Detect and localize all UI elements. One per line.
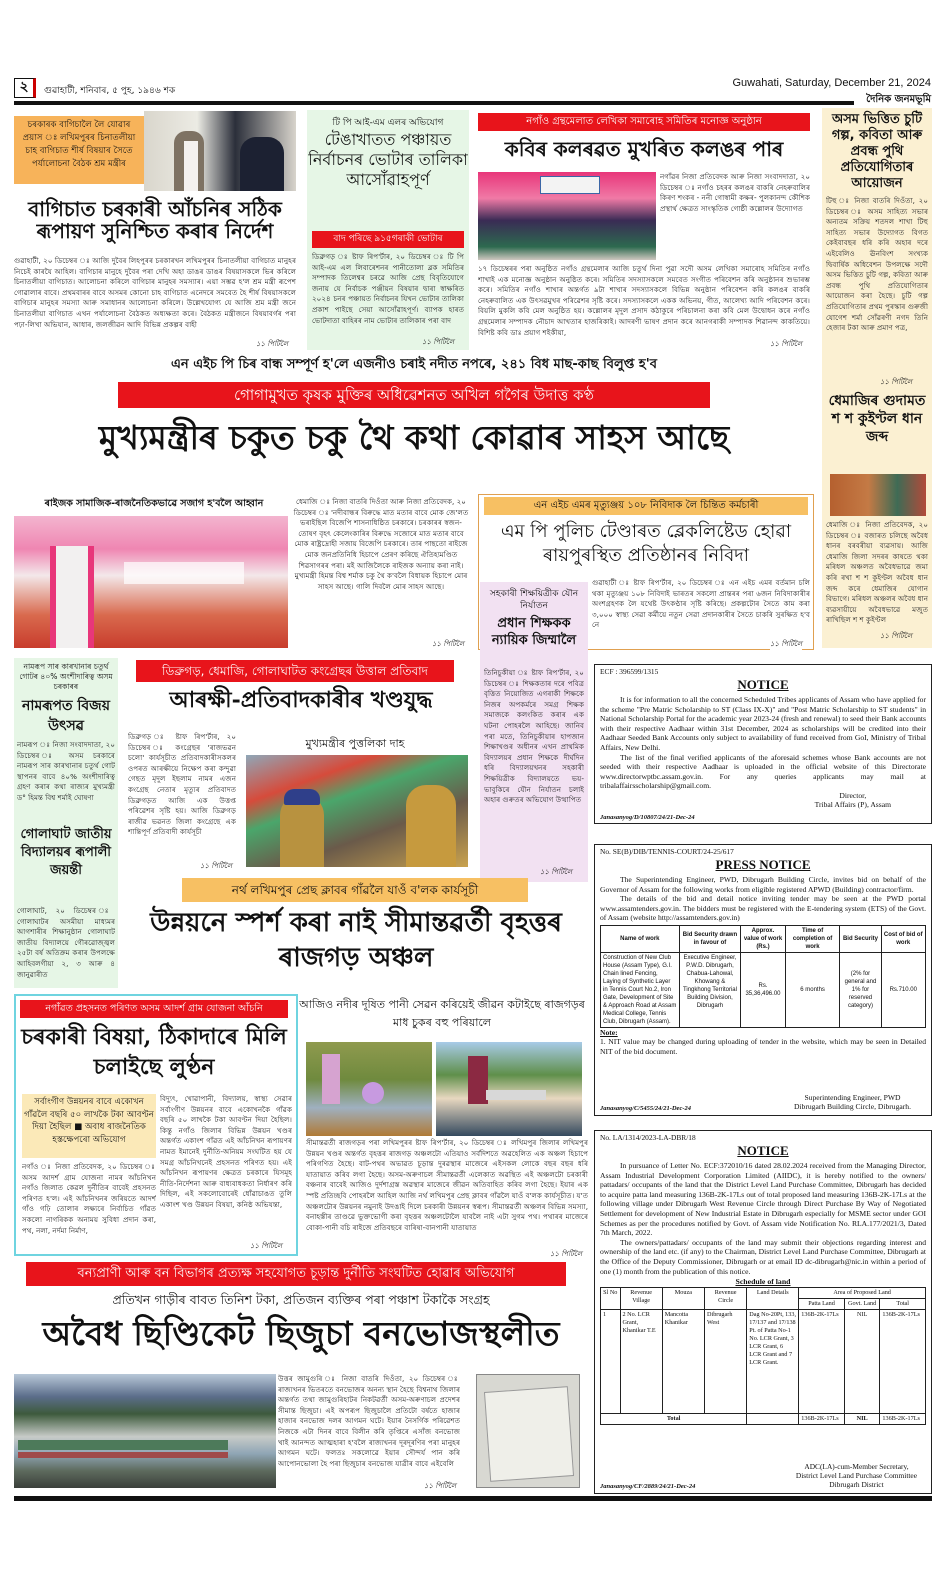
- competition-body: টিহু ঃ নিজা বাতৰি দিওঁতা, ২০ ডিচেম্বৰ ঃ অসম সাহিত্য সভাৰ অন্যতম সক্ৰিয় শতদল শাখা টিহু সাহিত্য সভাৰ উদ্যোগত বিগত কেইবাবছৰ ধৰি কৰি অহাৰ দৰে এইবেলিও ঊনবিংশ সংখ্যক দ্বিবাৰ্ষিক অধিবেশন উপলক্ষে সদৌ অসম ভিত্তিত চুটি গল্প, কবিতা আৰু প্ৰবন্ধ পুথি প্ৰতিযোগিতাৰ আয়োজন কৰা হৈছে। চুটি গল্প প্ৰতিযোগিতাৰ প্ৰথম পুৰস্কাৰ গুৰুজী যোগেশ শৰ্মা সোঁৱৰণী নগদ তিনি হেজাৰ টকা আৰু প্ৰমাণ পত্ৰ,: [826, 196, 928, 333]
- land-table-row: 1 2 No. LCR Grant, Khanikar T.E Mancotta Khanikar Dibrugarh West Dag No-20Pt, 133, 17/137 and 17/138 Pt. of Patta No-1 No. LCR Grant, 3 LCR Grant, 6 LCR Grant and 7 LCR Grant. 136B-2K-17Ls NIL 136B-2K-17Ls: [601, 1310, 926, 1414]
- adarsha-headline: চৰকাৰী বিষয়া, ঠিকাদাৰে মিলি চলাইছে লুণ্ঠন: [21, 1024, 287, 1080]
- dateline-local: গুৱাহাটী, শনিবাৰ, ৫ পুহ, ১৯৪৬ শক: [44, 86, 176, 96]
- dateline-english: Guwahati, Saturday, December 21, 2024: [732, 77, 931, 89]
- poets-body: ১৭ ডিচেম্বৰৰ পৰা অনুষ্ঠিত নগাঁও গ্ৰন্থমেলাৰ আজি চতুৰ্থ দিনা পুৱা সদৌ অসম লেখিকা সমাৰোহ সমিতিৰ নগাঁও শাখাই এক মনোজ্ঞ অনুষ্ঠান অনুষ্ঠিত কৰে। সমিতিৰ সদস্যাসকলে সমবেত সংগীত পৰিবেশন কৰি অনুষ্ঠানৰ শুভাৰম্ভ কৰে। সমিতিৰ নগাঁও শাখাৰ অন্তৰ্গত ৯টা শাখাৰ সদস্যাসকলে বিভিন্ন অনুষ্ঠান পৰিবেশন কৰি কলঙৰ বাকৰি নেহৰুবালিত এক উৎসৱমুখৰ পৰিৱেশৰ সৃষ্টি কৰে। সদস্যাসকলে একক অভিনয়, গীত, আলেখ্য আদি পৰিবেশন কৰে। বিয়লি মুকলি কবি মেল অনুষ্ঠিত হয়। কল্লোলৰ মৃদুল প্ৰসাদ কঠাকুৰে পৰিচালনা কৰা কবি মেল উদ্বোধন কৰে নগাঁও গ্ৰন্থমেলাৰ সম্পাদক নৌচাদ আখতাৰ হাজৰিকাই। আদৰণী ভাষণ প্ৰদান কৰে আনগৰাকী সম্পাদক শিৱানন্দ কাকতিয়ে। বিশিষ্ট কবি ডাঃ প্ৰয়াগ শইকীয়া,: [478, 264, 810, 337]
- tender-kicker: এন এইচ এমৰ মৃত্যুঞ্জয় ১০৮ নিবিদাক লৈ চিন্তিত কৰ্মচাৰী: [484, 497, 808, 515]
- teacher-kicker: সহকাৰী শিক্ষয়িত্ৰীক যৌন নিৰ্যাতন: [489, 589, 579, 611]
- press-notice-signatory-2: Dibrugarh Building Circle, Dibrugarh.: [793, 1102, 911, 1111]
- paper-name: দৈনিক জনমভূমি: [866, 94, 931, 105]
- gogamukh-headline: মুখ্যমন্ত্ৰীৰ চকুত চকু থৈ কথা কোৱাৰ সাহস আছে: [98, 418, 730, 457]
- scholarship-title: NOTICE: [737, 677, 789, 692]
- land-signatory-3: Dibrugarh District: [829, 1480, 884, 1489]
- land-schedule-table: [600, 1287, 926, 1425]
- tea-body: গুৱাহাটী, ২০ ডিচেম্বৰ ঃ আজি দুবৈৰ লিহপুৰৰ চৰকাৰখন লখিমপুৰৰ চিনাতলীয়া বাগিচাত মানুহৰ নিচেই কাৰযৈ আহিল। বাগিচাৰ মানুহে দুবৈৰ পৰা দেখি অহা ডাঙৰ ডাঙৰ বিষয়াসকলে ভিৰ কৰিলে চিনাতলীয়া বাগিচাত। আলোচনা কৰিলে বাগিচাৰ মানুহৰ সমস্যাৰ। এয়া সম্ভৱ হ'ল শ্ৰম মন্ত্ৰী ৰূপেশ গোৱালাৰ বাবে। প্ৰথমবাৰৰ বাবে অসমৰ কোনো চাহ বাগিচাত এনেদৰে সমবেত হৈ শীৰ্ষ বিষয়াসকলে বাগিচাৰ মানুহৰ সমস্যা আৰু সমাধানৰ আলোচনা কৰিলে। উল্লেখযোগ্য যে আজি শ্ৰম মন্ত্ৰী জনে চিনাতলীয়া বাগিচাত এখন পৰ্যালোচনা বৈঠকত অধ্যক্ষতা কৰে। বৈঠকত মন্ত্ৰীজনে বিষয়াবৰ্গৰ পৰা পঢ়া-লিখা অভিযান, আধাৰ, জলজীৱন আদি বিভিন্ন প্ৰকল্পৰ বাহী: [14, 256, 296, 329]
- tea-meeting-photo: [144, 111, 296, 191]
- schedule-title: Schedule of land: [735, 1277, 791, 1287]
- teacher-body: তিনিচুকীয়া ঃ ষ্টাফ ৰিপ'ৰ্টাৰ, ২০ ডিচেম্বৰ ঃ শিক্ষকতাৰ দৰে পবিত্ৰ বৃত্তিত নিয়োজিত এগৰাকী শিক্ষকে নিজৰ অপকৰ্মৰে সমগ্ৰ শিক্ষক সমাজকে কলংকিত কৰাৰ এক ঘটনা পোহৰলৈ আহিছে। জানিব পৰা মতে, তিনিচুকীয়াৰ হাপজান শিক্ষাখণ্ডৰ অধীনৰ এখন প্ৰাথমিক বিদ্যালয়ৰ প্ৰধান শিক্ষকে দীৰ্ঘদিন ধৰি বিদ্যালয়খনৰ সহকাৰী শিক্ষয়িত্ৰীক বিদ্যালয়তে ভয়-ভাবুকিৰে যৌন নিৰ্যাতন চলাই অহাৰ গুৰুতৰ অভিযোগ উত্থাপিত: [484, 668, 584, 805]
- tender-table-row: Construction of New Club House (Assam Type), G.I. Chain lined Fencing, Laying of Synthetic Layer in Tennis Court No.2, Iron Gate, Development of Site & Approach Road at Assam Medical College, Tennis Club, Dibrugarh (Assam). Executive Engineer, P.W.D. Dibrugarh, Chabua-Lahowal, Khowang & Tingkhong Territorial Building Division, Dibrugarh Rs. 35,36,496.00 6 months (2% for general and 1% for reserved category) Rs.710.00: [601, 952, 926, 1027]
- protest-body: ডিব্ৰুগড় ঃ ষ্টাফ ৰিপ'ৰ্টাৰ, ২০ ডিচেম্বৰ ঃ কংগ্ৰেছৰ 'ৰাজভৱন চলো' কাৰ্যসূচীত প্ৰতিবাদকাৰীসকলৰ ওপৰত আৰক্ষীয়ে নিক্ষেপ কৰা কন্দুৱা গেছত মৃদুল ইছলাম নামৰ এজন কংগ্ৰেছ নেতাৰ মৃত্যুৰ প্ৰতিবাদত ডিব্ৰুগড়ত আজি এক উত্তপ্ত পৰিৱেশৰ সৃষ্টি হয়। আজি ডিব্ৰুগড় ৰাজীৱ ভৱনত জিলা কংগ্ৰেছে এক শান্তিপূৰ্ণ প্ৰতিবাদী কাৰ্যসূচী: [128, 732, 236, 837]
- panchayat-continued: ১১ পিটিলৈ: [422, 338, 455, 346]
- syndicate-receipt-photo: [476, 1374, 580, 1488]
- border-headline: উন্নয়নে স্পৰ্শ কৰা নাই সীমান্তৱৰ্তী বৃহত্তৰ ৰাজগড় অঞ্চল: [150, 908, 562, 973]
- gogamukh-caption: ৰাইজক সামাজিক-ৰাজনৈতিকভাৱে সজাগ হ'বলৈ আহ্বান: [44, 498, 264, 509]
- scholarship-para2: The list of the final verified applicants of the aforesaid schemes whose Bank accounts are not seeded with their respective Aadhaar is uploaded in the official website of this Directorate www.directorwptbc.assam.gov.in. For any queries applicants may mail at tribalaffairsscholarship@gmail.com.: [600, 752, 926, 791]
- bottom-rule: [14, 1496, 932, 1501]
- poets-continued: ১১ পিটিলৈ: [770, 340, 803, 348]
- border-subhead: আজিও নদীৰ দূষিত পানী সেৱন কৰিয়েই জীৱন কটাইছে ৰাজগড়ৰ মাধ চুকৰ বহু পৰিয়ালে: [299, 998, 585, 1029]
- border-kicker: নৰ্থ লখিমপুৰ প্ৰেছ ক্লাবৰ গাঁৱলৈ যাওঁ ব'লক কাৰ্যসূচী: [182, 878, 528, 902]
- land-notice-title: NOTICE: [737, 1143, 789, 1158]
- poets-side-body: নগাঁৱৰ নিজা প্ৰতিবেদক আৰু নিজা সংবাদদাতা, ২০ ডিচেম্বৰ ঃ নগাঁও চহৰৰ কলঙৰ বাকৰি নেহৰুবালিৰ কিৰণ শংকৰ - ননী গোস্বামী কক্ষৰ- পুলকানন্দ কৌশিক প্ৰস্থাৰ্থ ক্ষেত্ৰত সাংস্কৃতিক গোষ্ঠী কল্লোলৰ উদ্যোগত: [660, 172, 810, 213]
- land-footer-ref: Janasanyog/CF/2889/24/21-Dec-24: [600, 1483, 696, 1490]
- land-notice-ref: No. LA/1314/2023-LA-DBR/18: [600, 1133, 696, 1142]
- border-continued: ১১ পিটিলৈ: [550, 1250, 583, 1258]
- scholarship-signatory-1: Director,: [839, 791, 867, 800]
- tea-callout: চৰকাৰক বাগিচালৈ লৈ যোৱাৰ প্ৰয়াস ঃ লখিমপুৰৰ চিনাতলীয়া চাহ বাগিচাত শীৰ্ষ বিষয়াৰ সৈতে পৰ্যালোচনা বৈঠক শ্ৰম মন্ত্ৰীৰ: [14, 116, 144, 184]
- land-notice-para2: The owners/pattadars/ occupants of the land may submit their objections regarding interest and ownership of the land etc. (if any) to the Chairman, District Level Land Purchase Committee, Dibrugarh at the Office of the Deputy Commissioner, Dibrugarh or at email ID dc-dibrugarh@nic.in within a period of one (1) month from the publication of this notice.: [600, 1237, 926, 1276]
- land-table-subheader: Patta Land Govt. Land Total: [601, 1299, 926, 1310]
- syndicate-kicker: প্ৰতিখন গাড়ীৰ বাবত তিনিশ টকা, প্ৰতিজন ব্যক্তিৰ পৰা পঞ্চাশ টকাকৈ সংগ্ৰহ: [112, 1292, 490, 1307]
- dam-strapline: এন এইচ পি চিৰ বান্ধ সম্পূৰ্ণ হ'লে এজনীও চৰাই নদীত নপৰে, ২৪১ বিধ মাছ-কাছ বিলুপ্ত হ'ব: [171, 357, 657, 372]
- press-notice: [594, 844, 932, 1116]
- press-notice-para1: The Superintending Engineer, PWD, Dibrugarh Building Circle, invites bid on behalf of the Governor of Assam for the following works from eligible registered APWD (Building) contractor/firm.: [600, 875, 926, 894]
- press-notice-note: 1. NIT value may be changed during uploading of tender in the website, which may be seen in Detailed NIT of the bid document.: [600, 1036, 926, 1056]
- tender-headline: এম পি পুলিচ টেণ্ডাৰত ব্লেকলিষ্টেড হোৱা ৰায়পুৰস্থিত প্ৰতিষ্ঠানৰ নিবিদা: [500, 521, 792, 566]
- poets-banner: নগাঁও গ্ৰন্থমেলাত লেখিকা সমাৰোহ সমিতিৰ মনোজ্ঞ অনুষ্ঠান: [478, 113, 810, 131]
- tender-continued: ১১ পিটিলৈ: [770, 640, 803, 648]
- scholarship-para1: It is for information to all the concerned Scheduled Tribes applicants of Assam who have applied for the scheme "Pre Matric Scholarship to ST (Class IX-X)" and "Post Matric Scholarship to ST students" in National Scholarship Portal for the academic year 2023-24 (fresh and renewal) to seed their Bank accounts with their respective Aadhaar within 31st December, 2024 as scholarships will be credited into their Aadhaar Seeded Bank Accounts only subject to availability of fund received from GoI, Ministry of Tribal Affairs, New Delhi.: [600, 695, 926, 752]
- press-notice-title: PRESS NOTICE: [715, 857, 811, 872]
- teacher-continued: ১১ পিটিলৈ: [540, 868, 573, 876]
- panchayat-subbanner: বাদ পৰিছে ৯১৫গৰাকী ভোটাৰ: [312, 231, 464, 248]
- scholarship-notice: [594, 664, 932, 824]
- land-signatory-1: ADC(LA)-cum-Member Secretary,: [804, 1462, 909, 1471]
- namrup-headline: নামৰূপত বিজয় উৎসৱ: [22, 698, 110, 734]
- golaghat-headline: গোলাঘাট জাতীয় বিদ্যালয়ৰ ৰূপালী জয়ন্তী: [20, 827, 112, 878]
- scholarship-ref: ECF : 396599/1315: [600, 667, 659, 676]
- land-notice: [594, 1130, 932, 1494]
- namrup-body: নামৰূপ ঃ নিজা সংবাদদাতা, ২০ ডিচেম্বৰ ঃ অসম চৰকাৰে নামৰূপ সাৰ কাৰখানাৰ চতুৰ্থ গোট স্থাপনৰ বাবে ৪০% অংশীদাৰিত্ব গ্ৰহণ কৰাৰ কথা ৰাজ্যৰ মুখ্যমন্ত্ৰী ড° হিমন্ত বিশ্ব শৰ্মাই ঘোষণা: [17, 740, 115, 802]
- panchayat-kicker: টি পি আই-এম এলৰ অভিযোগ: [332, 118, 444, 128]
- tender-table-header: Name of work Bid Security drawn in favour of Approx. value of work (Rs.) Time of completion of work Bid Security Cost of bid of work: [601, 925, 926, 952]
- protest-photo-caption: মুখ্যমন্ত্ৰীৰ পুত্তলিকা দাহ: [305, 737, 405, 750]
- press-notice-ref: No. SE(B)/DIB/TENNIS-COURT/24-25/617: [600, 847, 734, 856]
- namrup-kicker: নামৰূপ সাৰ কাৰখানাৰ চতুৰ্থ গোটৰ ৪০% অংশীদাৰিত্ব অসম চৰকাৰৰ: [19, 662, 113, 691]
- border-river-photo: [306, 1042, 432, 1136]
- poets-photo: [478, 172, 656, 260]
- syndicate-river-photo: [14, 1374, 276, 1488]
- tea-continued: ১১ পিটিলৈ: [256, 340, 289, 348]
- paddy-continued: ১১ পিটিলৈ: [880, 632, 913, 640]
- land-notice-para1: In pursuance of Letter No. ECF:372010/16 dated 28.02.2024 received from the Managing Director, Assam Industrial Development Corporation Limited (AIIDC), it is hereby notified to the owners/ pattadars/ occupants of the land that the District Level Land Purchase Committee, Dibrugarh has decided to acquire patta land measuring 136B-2K-17Ls out of total proposed land measuring 136B-2K-17Ls at the following village under Dibrugarh West Revenue Circle through Direct Purchase By Way of Negotiated Settlement for development of New Industrial Estate in Dibrugarh especially for MSME sector under GOI Schemes as per the procedures notified by Govt. of Assam vide Notification No. RLA.177/2021/3, Dated 7th March, 2022.: [600, 1161, 926, 1238]
- paddy-headline: ধেমাজিৰ গুদামত শ শ কুইণ্টল ধান জব্দ: [828, 393, 926, 445]
- press-notice-para2: The details of the bid and detail notice inviting tender may be seen at the PWD portal www.assamtenders.gov.in. The bidders must be registered with the E-tendering system (ETS) of the Govt. of Assam (website http://assamtenders.gov.in): [600, 894, 926, 923]
- press-notice-note-label: Note:: [600, 1027, 618, 1037]
- tender-body: গুৱাহাটী ঃ ষ্টাফ ৰিপ'ৰ্টাৰ, ২০ ডিচেম্বৰ ঃ এন এইচ এমৰ বৰ্তমান চলি থকা মৃত্যুঞ্জয় ১০৮ নিবিদাই ভাৰতৰ সকলো প্ৰান্তৰৰ পৰা ৬জন নিবিদাকাৰীৰ অংশগ্ৰহণক লৈ যথেষ্ট উৎকণ্ঠাৰ সৃষ্টি কৰিছে। প্ৰকল্পটোৰ সৈতে কাম কৰা ৩,০০০ স্বাস্থ্য সেৱা কৰ্মীয়ে নতুন সেৱা প্ৰদানকাৰীৰ সৈতে চাকৰি সুৰক্ষিত হ'ব নে: [592, 578, 810, 630]
- golaghat-body: গোলাঘাট, ২০ ডিচেম্বৰ ঃ গোলাঘাটৰ অসমীয়া মাধ্যমৰ আগশাৰীৰ শিক্ষানুষ্ঠান গোলাঘাট জাতীয় বিদ্যালয়ে গৌৰৱোজ্জ্বল ২৫টা বৰ্ষ অতিক্ৰম কৰাৰ উপলক্ষে আহিবলগীয়া ২, ৩ আৰু ৪ জানুৱাৰীত: [17, 906, 115, 979]
- scholarship-signatory-2: Tribal Affairs (P), Assam: [814, 800, 891, 809]
- protest-photo: [246, 755, 468, 867]
- protest-headline: আৰক্ষী-প্ৰতিবাদকাৰীৰ খণ্ডযুদ্ধ: [169, 687, 433, 713]
- protest-continued: ১১ পিটিলৈ: [200, 862, 233, 870]
- paddy-body: ধেমাজি ঃ নিজা প্ৰতিবেদক, ২০ ডিচেম্বৰ ঃ বজাৰত চলিছে অবৈধ ধানৰ বৰবৰীয়া ব্যৱসায়। আজি ধেমাজি জিলা সদৰৰ কাষতে থকা মৰিধল অঞ্চলত অবৈধভাৱে জমা কৰি ৰখা শ শ কুইণ্টল অবৈধ ধান জব্দ কৰে ধেমাজিৰ যোগান বিভাগে। মৰিধল অঞ্চলৰ অবৈধ ধান ব্যৱসায়ীয়ে অবৈধভাৱে মজুত ৰাখিছিল শ শ কুইণ্টল: [826, 520, 928, 625]
- press-notice-signatory-1: Superintending Engineer, PWD: [804, 1093, 901, 1102]
- syndicate-continued: ১১ পিটিলৈ: [424, 1482, 457, 1490]
- masthead-rule: [14, 101, 854, 105]
- scholarship-footer-ref: Janasanyog/D/10807/24/21-Dec-24: [600, 814, 695, 821]
- competition-continued: ১১ পিটিলৈ: [880, 378, 913, 386]
- tender-table: [600, 925, 926, 1028]
- border-meeting-photo: [436, 1042, 582, 1136]
- land-signatory-2: District Level Land Purchase Committee: [795, 1471, 917, 1480]
- gogamukh-body: ধেমাজি ঃ নিজা বাতৰি দিওঁতা আৰু নিজা প্ৰতিবেদক, ২০ ডিচেম্বৰ ঃ 'নদীবান্ধৰ বিৰুদ্ধে মাত মতাৰ বাবে মোক জে'লত ভৰাইছিল বিজেপি শাসনাধিষ্ঠিত চৰকাৰে। চৰকাৰৰ স্বজন-তোষণ বৃহৎ কেলেংকাৰিৰ বিৰুদ্ধে সজোৰে মাত মতাৰ বাবে মোক ৰাষ্ট্ৰদ্ৰোহী সজায় বিজেপি চৰকাৰে। তাৰ পাছতো ৰাইজে মোক জনপ্ৰতিনিধি হিচাপে প্ৰেৰণ কৰিছে ঐতিহ্যমণ্ডিত শিৱসাগৰৰ পৰা। মই আজিলৈকে ৰাইজক অন্যায় কৰা নাই। মুখ্যমন্ত্ৰী হিমন্ত বিশ্ব শৰ্মাক চকু থৈ ক'বলৈ বিধায়ক হিচাপে মোৰ সাহস আছে। গালি দিবলৈ মোৰ সাহস আছে।: [293, 497, 469, 591]
- adarsha-callout: সৰ্বাংগীণ উন্নয়নৰ বাবে একোখন গাঁৱলৈ বছৰি ৫০ লাখকৈ টকা আবণ্টন দিয়া হৈছিল ■ অবাধ ৰাজনৈতিক হস্তক্ষেপৰো অভিযোগ: [22, 1094, 156, 1158]
- gogamukh-rally-photo: [14, 516, 288, 648]
- gogamukh-continued: ১১ পিটিলৈ: [432, 640, 465, 648]
- protest-banner: ডিব্ৰুগড়, ধেমাজি, গোলাঘাটত কংগ্ৰেছৰ উত্তাল প্ৰতিবাদ: [136, 660, 454, 682]
- page-number-box: ২: [14, 78, 36, 98]
- land-table-header: Sl No Revenue Village Mouza Revenue Circle Land Details Area of Proposed Land: [601, 1288, 926, 1299]
- syndicate-body: উত্তৰ জামুগুৰি ঃ নিজা বাতৰি দিওঁতা, ২০ ডিচেম্বৰ ঃ ৰাজ্যখনৰ ভিতৰতে বনভোজৰ অনন্য স্থান হৈছে বিশ্বনাথ জিলাৰ অন্তৰ্গত তথা জামুগুৰিহাটৰ নিকটৱৰ্তী অসম-অৰুণাচল প্ৰদেশৰ সীমান্ত ছিজুচা। এই অপৰূপ ছিজুচালৈ প্ৰতিটো বৰ্ষতে হাজাৰ হাজাৰ বনভোজ দলৰ আগমন ঘটে। ইয়াৰ নৈসৰ্গিক পৰিৱেশত নিজকে এটা দিনৰ বাবে বিলীন কৰি তৃপ্তিৰে এসাঁজ বনভোজ খাই আনন্দত আত্মহাৰা হ'বলৈ ৰাজ্যখনৰ দূৰদূৰণিৰ পৰা মানুহৰ আগমন ঘটে। ফলতঃ সকলোৱে ইয়াৰ সৌন্দৰ্য পান কৰি আপোনভোলা হৈ পৰা ছিজুচাৰ বনভোজ যাত্ৰীৰ বাবে এইবেলি: [278, 1374, 460, 1468]
- panchayat-body: ডিব্ৰুগড় ঃ ষ্টাফ ৰিপ'ৰ্টাৰ, ২০ ডিচেম্বৰ ঃ টি পি আই-এম এল লিবাৰেশনৰ পানীতোলা ব্লক সমিতিৰ সম্পাদক তিলেশ্বৰ চৰৱে আজি প্ৰেছ বিবৃতিযোগে জনায় যে নিৰ্বাচক পঞ্জীয়ন বিষয়াৰ দ্বাৰা স্বাক্ষৰিত ২০২৪ চনৰ পঞ্চায়ত নিৰ্বাচনৰ যিখন ভোটাৰ তালিকা প্ৰকাশ পাইছে সেয়া আসোঁৱাহপূৰ্ণ। ব্যাপক হাৰত ভোটদাতা বাহিৰৰ নাম ভোটাৰ তালিকাৰ পৰা বাদ: [312, 252, 464, 325]
- land-table-total-row: Total 136B-2K-17Ls NIL 136B-2K-17Ls: [601, 1414, 926, 1425]
- syndicate-headline: অবৈধ ছিণ্ডিকেট ছিজুচা বনভোজস্থলীত: [42, 1314, 560, 1353]
- adarsha-continued: ১১ পিটিলৈ: [250, 1242, 283, 1250]
- gogamukh-banner: গোগামুখত কৃষক মুক্তিৰ অধিৱেশনত অখিল গগৈৰ উদাত্ত কণ্ঠ: [118, 382, 710, 408]
- panchayat-headline: টেঙাখাতত পঞ্চায়ত নিৰ্বাচনৰ ভোটাৰ তালিকা আসোঁৱাহপূৰ্ণ: [308, 130, 468, 189]
- paddy-seizure-photo: [830, 474, 926, 516]
- border-body: সীমান্তৱৰ্তী ৰাজগড়ৰ পৰা লখিমপুৰৰ ষ্টাফ ৰিপ'ৰ্টাৰ, ২০ ডিচেম্বৰ ঃ লখিমপুৰ জিলাৰ লখিমপুৰ উন্নয়ন খণ্ডৰ অন্তৰ্গত বৃহত্তৰ ৰাজগড় অঞ্চলটো এতিয়াও সৰ্বদিশতে অৱহেলিত এক অঞ্চল হিচাপে পৰিগণিত হৈছে। বাট-পথৰ অভাৱত চূড়ান্ত দুৰৱস্থাৰ মাজেৰে এইসকল লোকে বছৰ বছৰ ধৰি যাতায়াত কৰিব লগা হৈছে। অসম-অৰুণাচল সীমান্তৱৰ্তী এলেকাত অৱস্থিত এই অঞ্চলটো চৰকাৰী বঞ্চনাৰ বাবেই আজিও দুৰ্দশাগ্ৰস্ত অৱস্থাৰ মাজেৰে জীৱন অতিবাহিত কৰিব লগা হৈছে। ইয়াৰ এক স্পষ্ট প্ৰতিচ্ছবি পোহৰলৈ আহিল আজি নৰ্থ লখিমপুৰ প্ৰেছ ক্লাবৰ গাঁৱলৈ যাওঁ ব'লক কাৰ্যসূচীত। য'ত অঞ্চলটোৰ উন্নয়নৰ নমুনাই উদঙাই দিলে চৰকাৰী উন্নয়নৰ স্বৰূপ। সীমান্তৱৰ্তী অঞ্চলৰ বিভিন্ন সমস্যা, বনাহস্তীৰ তাণ্ডৱে ভুক্তভোগী কৰা বৃহত্তৰ অঞ্চলটোলৈ যাবলৈ নাই এটা সুগম পথ। পথাৰৰ মাজেৰে বোকা-পানী বচি ৰাইজে প্ৰতিবছৰে বাৰিষা-বানপানী যাতায়াত: [306, 1138, 588, 1232]
- press-notice-footer-ref: Janasanyog/C/5455/24/21-Dec-24: [600, 1105, 691, 1112]
- adarsha-body-left: নগাঁও ঃ নিজা প্ৰতিবেদক, ২০ ডিচেম্বৰ ঃ অসম আদৰ্শ গ্ৰাম যোজনা নামৰ আঁচনিখন নগাঁও জিলাত কেৱল দুৰ্নীতিৰ বাবেই প্ৰহসনত পৰিণত হ'ল। এই আঁচনিখনৰ জৰিয়তে আদৰ্শ গাঁও গঢ়ি তোলাৰ লক্ষ্যৰে নিৰ্বাচিত গাঁৱত সকলো নাগৰিকক অনাময় সুবিধা প্ৰদান কৰা, পথ, নলা, নৰ্দমা নিৰ্মাণ,: [22, 1162, 156, 1235]
- tea-headline: বাগিচাত চৰকাৰী আঁচনিৰ সঠিক ৰূপায়ণ সুনিশ্চিত কৰাৰ নিৰ্দেশ: [28, 197, 282, 244]
- competition-headline: অসম ভিত্তিত চুটি গল্প, কবিতা আৰু প্ৰবন্ধ পুথি প্ৰতিযোগিতাৰ আয়োজন: [831, 112, 923, 191]
- syndicate-banner: বন্যপ্ৰাণী আৰু বন বিভাগৰ প্ৰত্যক্ষ সহযোগত চূড়ান্ত দুৰ্নীতি সংঘটিত হোৱাৰ অভিযোগ: [26, 1262, 566, 1286]
- adarsha-body-right: বিদ্যুৎ, খোৱাপানী, বিদ্যালয়, স্বাস্থ্য সেৱাৰ সৰ্বাংগীণ উন্নয়নৰ বাবে একোখনকৈ গাঁৱক বছৰি ৫০ লাখকৈ টকা আবণ্টন দিয়া হৈছিল। কিন্তু নগাঁও জিলাৰ বিভিন্ন উন্নয়ন খণ্ডৰ অন্তৰ্গত একাংশ গাঁৱত এই আঁচনিখন ৰূপায়ণৰ নামত ইমানেই দুৰ্নীতি-অনিয়ম সংঘটিত হয় যে সমগ্ৰ আঁচনিখনেই প্ৰহসনত পৰিণত হয়। এই আঁচনিখন ৰূপায়ণৰ ক্ষেত্ৰত চৰকাৰে যিসমূহ নীতি-নিৰ্দেশনা আৰু বাধ্যবাধকতা নিৰ্ধাৰণ কৰি দিছিল, এই সকলোবোৰেই ধোঁৱাচাঙত তুলি একাংশ খণ্ড উন্নয়ন বিষয়া, কনিষ্ঠ অভিযন্তা,: [160, 1094, 292, 1209]
- teacher-headline: প্ৰধান শিক্ষকক ন্যায়িক জিম্মালৈ: [491, 616, 577, 648]
- poets-headline: কবিৰ কলৰৱত মুখৰিত কলঙৰ পাৰ: [504, 137, 784, 161]
- adarsha-banner: নগাঁৱত প্ৰহসনত পৰিণত অসম আদৰ্শ গ্ৰাম যোজনা আঁচনি: [20, 1000, 288, 1018]
